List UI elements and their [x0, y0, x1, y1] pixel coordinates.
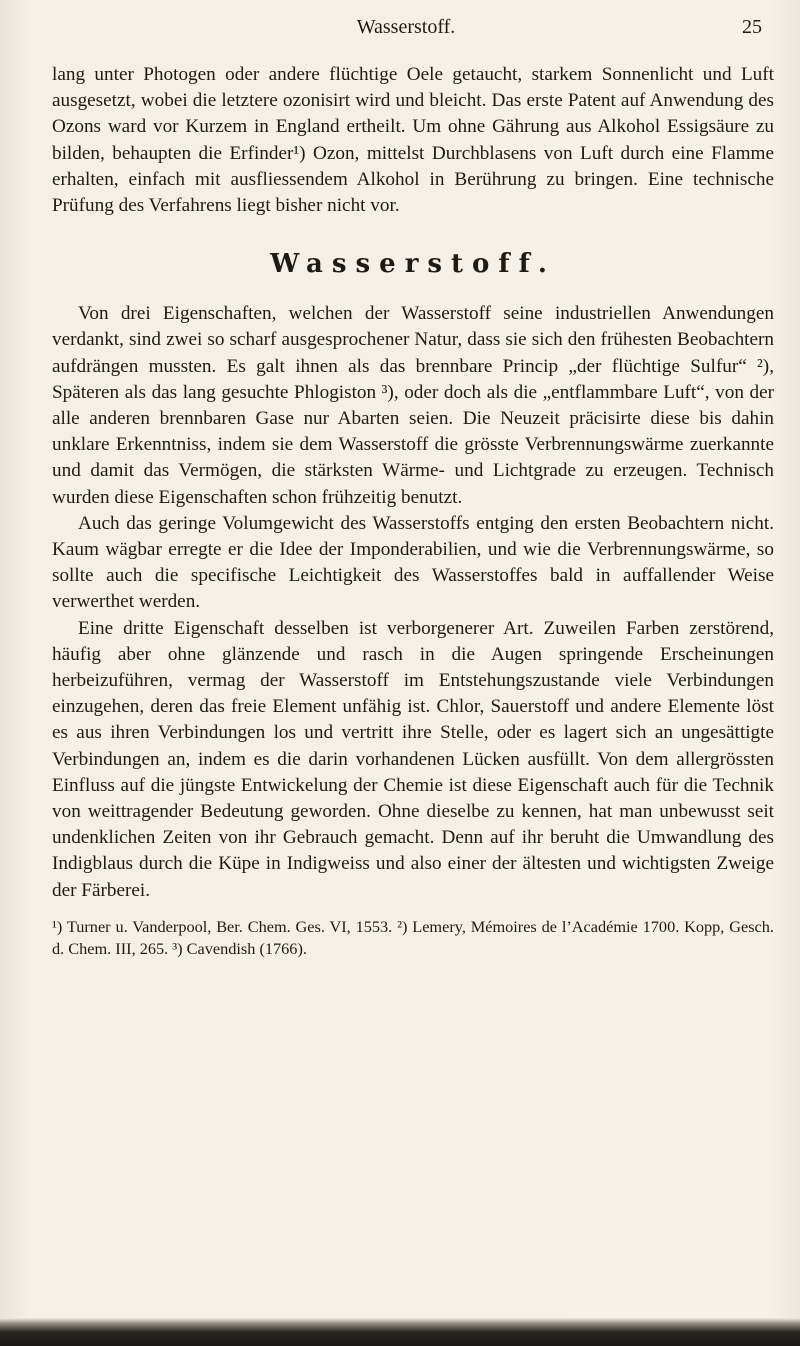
- running-head: [50, 16, 762, 42]
- paragraph-third-property: Eine dritte Eigenschaft desselben ist verborgenerer Art. Zuweilen Farben zerstörend, häufig aber ohne glänzende und rasch in die Augen springende Erscheinungen herbeizuführen, vermag der Wasserstoff im Entstehungszustande viele Verbindungen einzugehen, deren das freie Element unfähig ist. Chlor, Sauerstoff und andere Elemente löst es aus ihren Verbindungen los und vertritt ihre Stelle, oder es lagert sich an ungesättigte Verbindungen an, indem es die darin vorhandenen Lücken ausfüllt. Von dem allergrössten Einfluss auf die jüngste Entwickelung der Chemie ist diese Eigenschaft auch für die Technik von weittragender Bedeutung geworden. Ohne dieselbe zu kennen, hat man unbewusst seit undenklichen Zeiten von ihr Gebrauch gemacht. Denn auf ihr beruht die Umwandlung des Indigblaus durch die Küpe in Indigweiss und also einer der ältesten und wichtigsten Zweige der Färberei.: [52, 617, 774, 901]
- section-heading-wasserstoff: Wasserstoff.: [270, 249, 556, 280]
- scan-bottom-edge: [0, 1318, 800, 1346]
- paragraph-three-properties: Von drei Eigenschaften, welchen der Wasserstoff seine industriellen Anwendungen verdankt, sind zwei so scharf ausgesprochener Natur, dass sie sich den frühesten Beobachtern aufdrängen mussten. Es galt ihnen als das brennbare Princip „der flüchtige Sulfur“ ²), Späteren als das lang gesuchte Phlogiston ³), oder doch als die „entflammbare Luft“, von der alle anderen brennbaren Gase nur Abarten seien. Die Neuzeit präcisirte diese bis dahin unklare Erkenntniss, indem sie dem Wasserstoff die grösste Verbrennungswärme zuerkannte und damit das Vermögen, die stärksten Wärme- und Lichtgrade zu erzeugen. Technisch wurden diese Eigenschaften schon frühzeitig benutzt.: [52, 303, 774, 508]
- running-title: Wasserstoff.: [356, 16, 456, 38]
- paragraph-volume-weight: Auch das geringe Volumgewicht des Wasserstoffs entging den ersten Beobachtern nicht. Kaum wägbar erregte er die Idee der Imponderabilien, und wie die Verbrennungswärme, so sollte auch die specifische Leichtigkeit des Wasserstoffes bald in auffallender Weise verwerthet werden.: [52, 512, 774, 613]
- footnotes: ¹) Turner u. Vanderpool, Ber. Chem. Ges. VI, 1553. ²) Lemery, Mémoires de l’Académie 1700. Kopp, Gesch. d. Chem. III, 265. ³) Cavendish (1766).: [52, 916, 774, 958]
- paragraph-ozone-continued: lang unter Photogen oder andere flüchtige Oele getaucht, starkem Sonnenlicht und Luft ausgesetzt, wobei die letztere ozonisirt wird und bleicht. Das erste Patent auf Anwendung des Ozons ward vor Kurzem in England ertheilt. Um ohne Gährung aus Alkohol Essigsäure zu bilden, behaupten die Erfinder¹) Ozon, mittelst Durchblasens von Luft durch eine Flamme erhalten, einfach mit ausfliessendem Alkohol in Berührung zu bringen. Eine technische Prüfung des Verfahrens liegt bisher nicht vor.: [52, 64, 774, 217]
- body-text: [52, 62, 774, 960]
- page-number: 25: [742, 16, 762, 38]
